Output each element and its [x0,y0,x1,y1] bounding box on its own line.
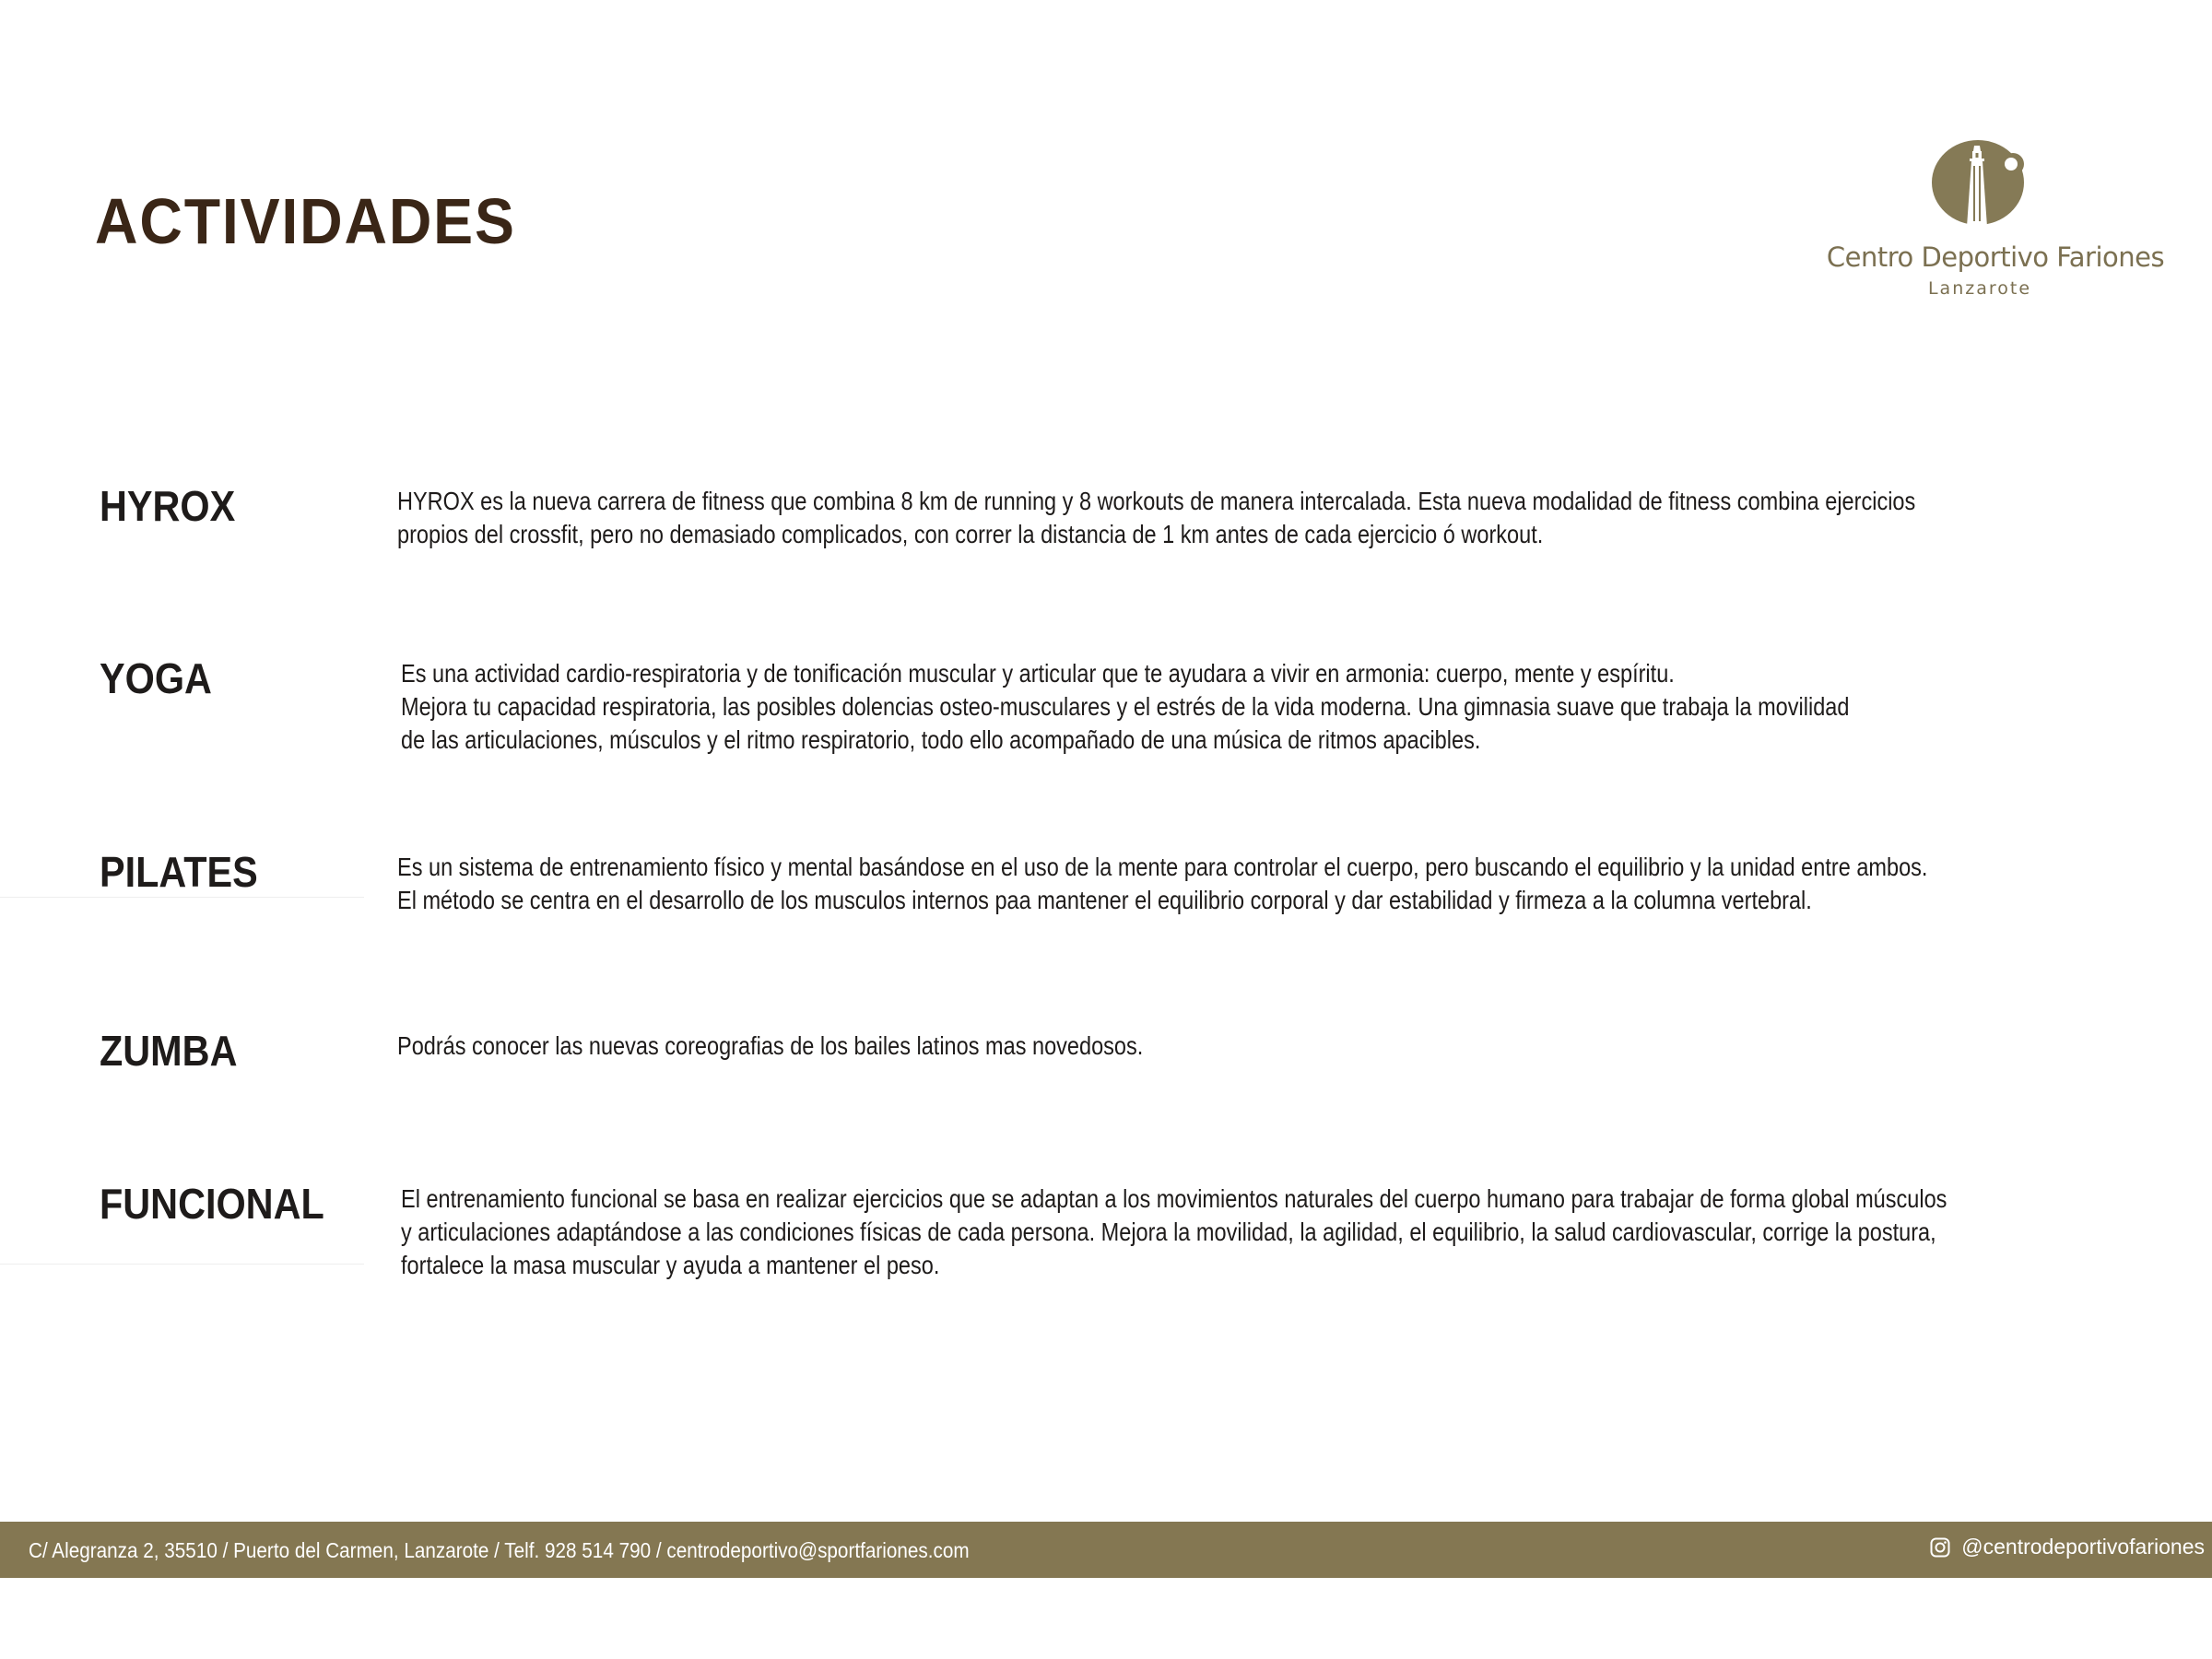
activity-description: El entrenamiento funcional se basa en realizar ejercicios que se adaptan a los movimientos naturales del cuerpo humano para trabajar de forma global músculos y articulaciones adaptándose a las condiciones físicas de cada persona. Mejora la movilidad, la agilidad, el equilibrio, la salud cardiovascular, corrige la postura, fortalece la masa muscular y ayuda a mantener el peso. [401,1184,1947,1279]
logo-subtitle: Lanzarote [1927,278,2032,299]
activity-name: FUNCIONAL [100,1180,324,1228]
activity-name: ZUMBA [100,1027,238,1075]
logo-name: Centro Deportivo Fariones [1826,241,2165,273]
activity-name: HYROX [100,482,236,530]
company-logo [1825,138,2166,304]
instagram-handle[interactable]: @centrodeportivofariones [1961,1535,2205,1559]
activity-description: Es un sistema de entrenamiento físico y mental basándose en el uso de la mente para controlar el cuerpo, pero buscando el equilibrio y la unidad entre ambos. El método se centra en el desarrollo de los musculos internos paa mantener el equilibrio corporal y dar estabilidad y firmeza a la columna vertebral. [397,853,1928,914]
activity-description: Podrás conocer las nuevas coreografias de los bailes latinos mas novedosos. [397,1031,1144,1060]
activity-name: PILATES [100,848,258,896]
footer-address: C/ Alegranza 2, 35510 / Puerto del Carmen, Lanzarote / Telf. 928 514 790 / centrodeportivo@sportfariones.com [29,1538,970,1562]
divider [0,897,364,898]
instagram-icon [1930,1537,1950,1558]
activity-name: YOGA [100,654,212,702]
activity-description: Es una actividad cardio-respiratoria y de tonificación muscular y articular que te ayudara a vivir en armonia: cuerpo, mente y espíritu. Mejora tu capacidad respiratoria, las posibles dolencias osteo-musculares y el estrés de la vida moderna. Una gimnasia suave que trabaja la movilidad de las articulaciones, músculos y el ritmo respiratorio, todo ello acompañado de una música de ritmos apacibles. [401,659,1850,754]
activity-description: HYROX es la nueva carrera de fitness que combina 8 km de running y 8 workouts de manera intercalada. Esta nueva modalidad de fitness combina ejercicios propios del crossfit, pero no demasiado complicados, con correr la distancia de 1 km antes de cada ejercicio ó workout. [397,487,1916,548]
page-title: ACTIVIDADES [95,185,516,257]
footer [0,1522,2212,1578]
footer-social-link[interactable] [1930,1535,2205,1559]
lighthouse-logo-icon [1932,138,2030,227]
divider [0,1264,364,1265]
